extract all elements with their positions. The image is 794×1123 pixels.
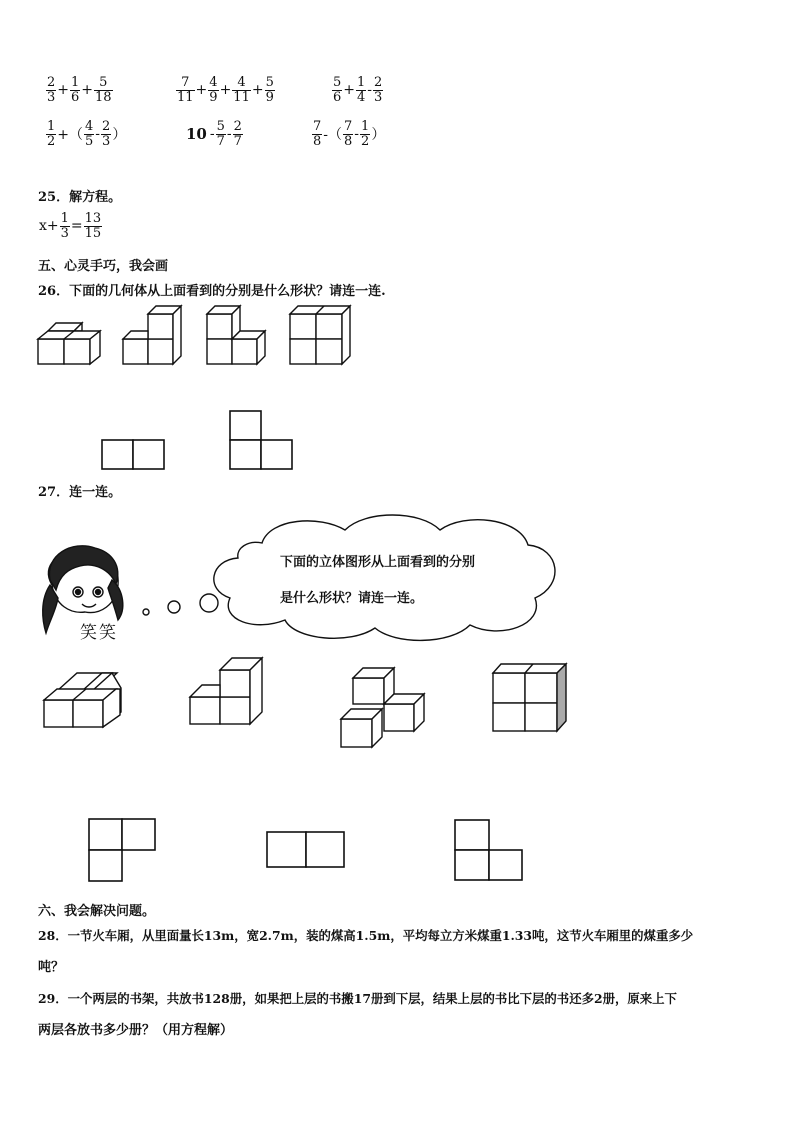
section-5-heading: 五、心灵手巧，我会画 (38, 259, 169, 274)
character-label: 笑笑 (80, 623, 118, 643)
q25-title: 25．解方程。 (38, 190, 122, 205)
expression-3: $\frac{5}{6}$ + $\frac{1}{4}$ - $\frac{2}{3}$ (333, 75, 383, 105)
expression-4: $\frac{1}{2}$ +（ $\frac{4}{5}$ - $\frac{2}{3}$ ） (47, 119, 127, 149)
q27-solid-1 (44, 673, 121, 727)
q26-solid-2 (123, 306, 181, 364)
expression-1: $\frac{2}{3}$ + $\frac{1}{6}$ + $\frac{5}{18}$ (47, 75, 112, 105)
q26-top-view-1 (102, 440, 164, 469)
q27-solid-3 (341, 668, 424, 747)
section-6-heading: 六、我会解决问题。 (38, 904, 156, 919)
q27-top-view-3 (455, 820, 522, 880)
q28-line-2: 吨？ (38, 960, 65, 975)
q27-solid-2 (190, 658, 262, 724)
q27-top-view-2 (267, 832, 344, 867)
bubble-text-line-2: 是什么形状？请连一连。 (280, 591, 424, 606)
q26-solid-4 (290, 306, 350, 364)
q28-line-1: 28．一节火车厢，从里面量长13m，宽2.7m，装的煤高1.5m，平均每立方米煤重1.33吨，这节火车厢里的煤重多少 (38, 928, 694, 943)
q26-solid-3 (207, 306, 265, 364)
q27-top-view-1 (89, 819, 155, 881)
q26-solid-1 (38, 323, 100, 364)
q26-top-view-2 (230, 411, 292, 469)
q27-prompt: 27．连一连。 (38, 485, 122, 500)
thought-bubble (214, 515, 555, 640)
expression-2: $\frac{7}{11}$ + $\frac{4}{9}$ + $\frac{4}{11}$ + $\frac{5}{9}$ (177, 75, 274, 105)
expression-5: 10 - $\frac{5}{7}$ - $\frac{2}{7}$ (186, 119, 242, 149)
bubble-dots (143, 594, 218, 615)
q27-solid-4 (493, 664, 566, 731)
expression-6: $\frac{7}{8}$ -（ $\frac{7}{8}$ - $\frac{1}{2}$ ） (313, 119, 386, 149)
q29-line-2: 两层各放书多少册？（用方程解） (38, 1023, 234, 1038)
q26-prompt: 26．下面的几何体从上面看到的分别是什么形状？请连一连. (38, 284, 386, 299)
bubble-text-line-1: 下面的立体图形从上面看到的分别 (280, 555, 476, 570)
q29-line-1: 29．一个两层的书架，共放书128册，如果把上层的书搬17册到下层，结果上层的书比下层的书还多2册，原来上下 (38, 991, 677, 1006)
q25-equation: x+ $\frac{1}{3}$ = $\frac{13}{15}$ (39, 211, 102, 241)
